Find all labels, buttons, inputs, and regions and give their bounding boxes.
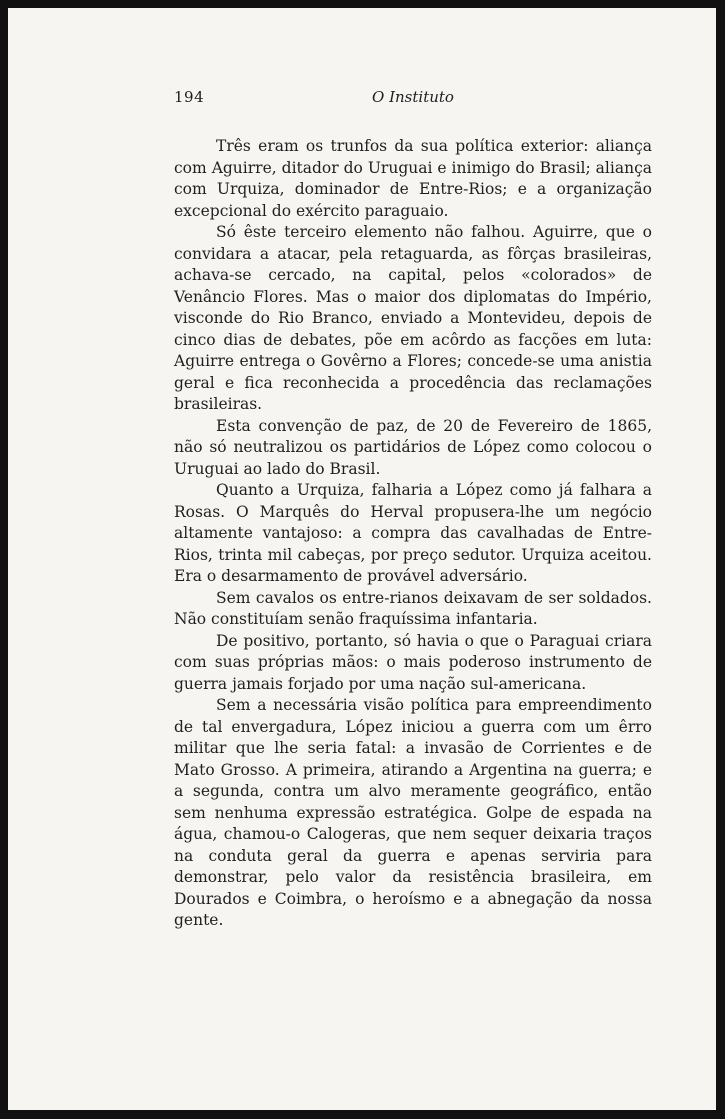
paragraph: Sem cavalos os entre-rianos deixavam de ser soldados. Não constituíam senão fraquíssima infantaria. [174, 588, 652, 628]
paragraph: Quanto a Urquiza, falharia a López como já falhara a Rosas. O Marquês do Herval propusera-lhe um negócio altamente vantajoso: a compra das cavalhadas de Entre-Rios, trinta mil cabeças, por preço sedutor. Urquiza aceitou. Era o desarmamento de provável adversário. [174, 481, 652, 585]
running-head [174, 88, 652, 110]
paragraph: Esta convenção de paz, de 20 de Fevereiro de 1865, não só neutralizou os partidários de López como colocou o Uruguai ao lado do Brasil. [174, 416, 652, 478]
paragraph: Três eram os trunfos da sua política exterior: aliança com Aguirre, ditador do Uruguai e inimigo do Brasil; aliança com Urquiza, dominador de Entre-Rios; e a organização excepcional do exército paraguaio. [174, 137, 652, 220]
paragraph: Só êste terceiro elemento não falhou. Aguirre, que o convidara a atacar, pela retaguarda, as fôrças brasileiras, achava-se cercado, na capital, pelos «colorados» de Venâncio Flores. Mas o maior dos diplomatas do Império, visconde do Rio Branco, enviado a Montevideu, depois de cinco dias de debates, põe em acôrdo as facções em luta: Aguirre entrega o Govêrno a Flores; concede-se uma anistia geral e fica reconhecida a procedência das reclamações brasileiras. [174, 223, 652, 413]
paragraph: Sem a necessária visão política para empreendimento de tal envergadura, López iniciou a guerra com um êrro militar que lhe seria fatal: a invasão de Corrientes e de Mato Grosso. A primeira, atirando a Argentina na guerra; e a segunda, contra um alvo meramente geográfico, então sem nenhuma expressão estratégica. Golpe de espada na água, chamou-o Calogeras, que nem sequer deixaria traços na conduta geral da guerra e apenas serviria para demonstrar, pelo valor da resistência brasileira, em Dourados e Coimbra, o heroísmo e a abnegação da nossa gente. [174, 696, 652, 929]
body-text [174, 136, 652, 932]
page-number: 194 [174, 88, 205, 106]
book-page [8, 8, 716, 1110]
running-title: O Instituto [372, 88, 454, 106]
paragraph: De positivo, portanto, só havia o que o Paraguai criara com suas próprias mãos: o mais poderoso instrumento de guerra jamais forjado por uma nação sul-americana. [174, 631, 652, 693]
